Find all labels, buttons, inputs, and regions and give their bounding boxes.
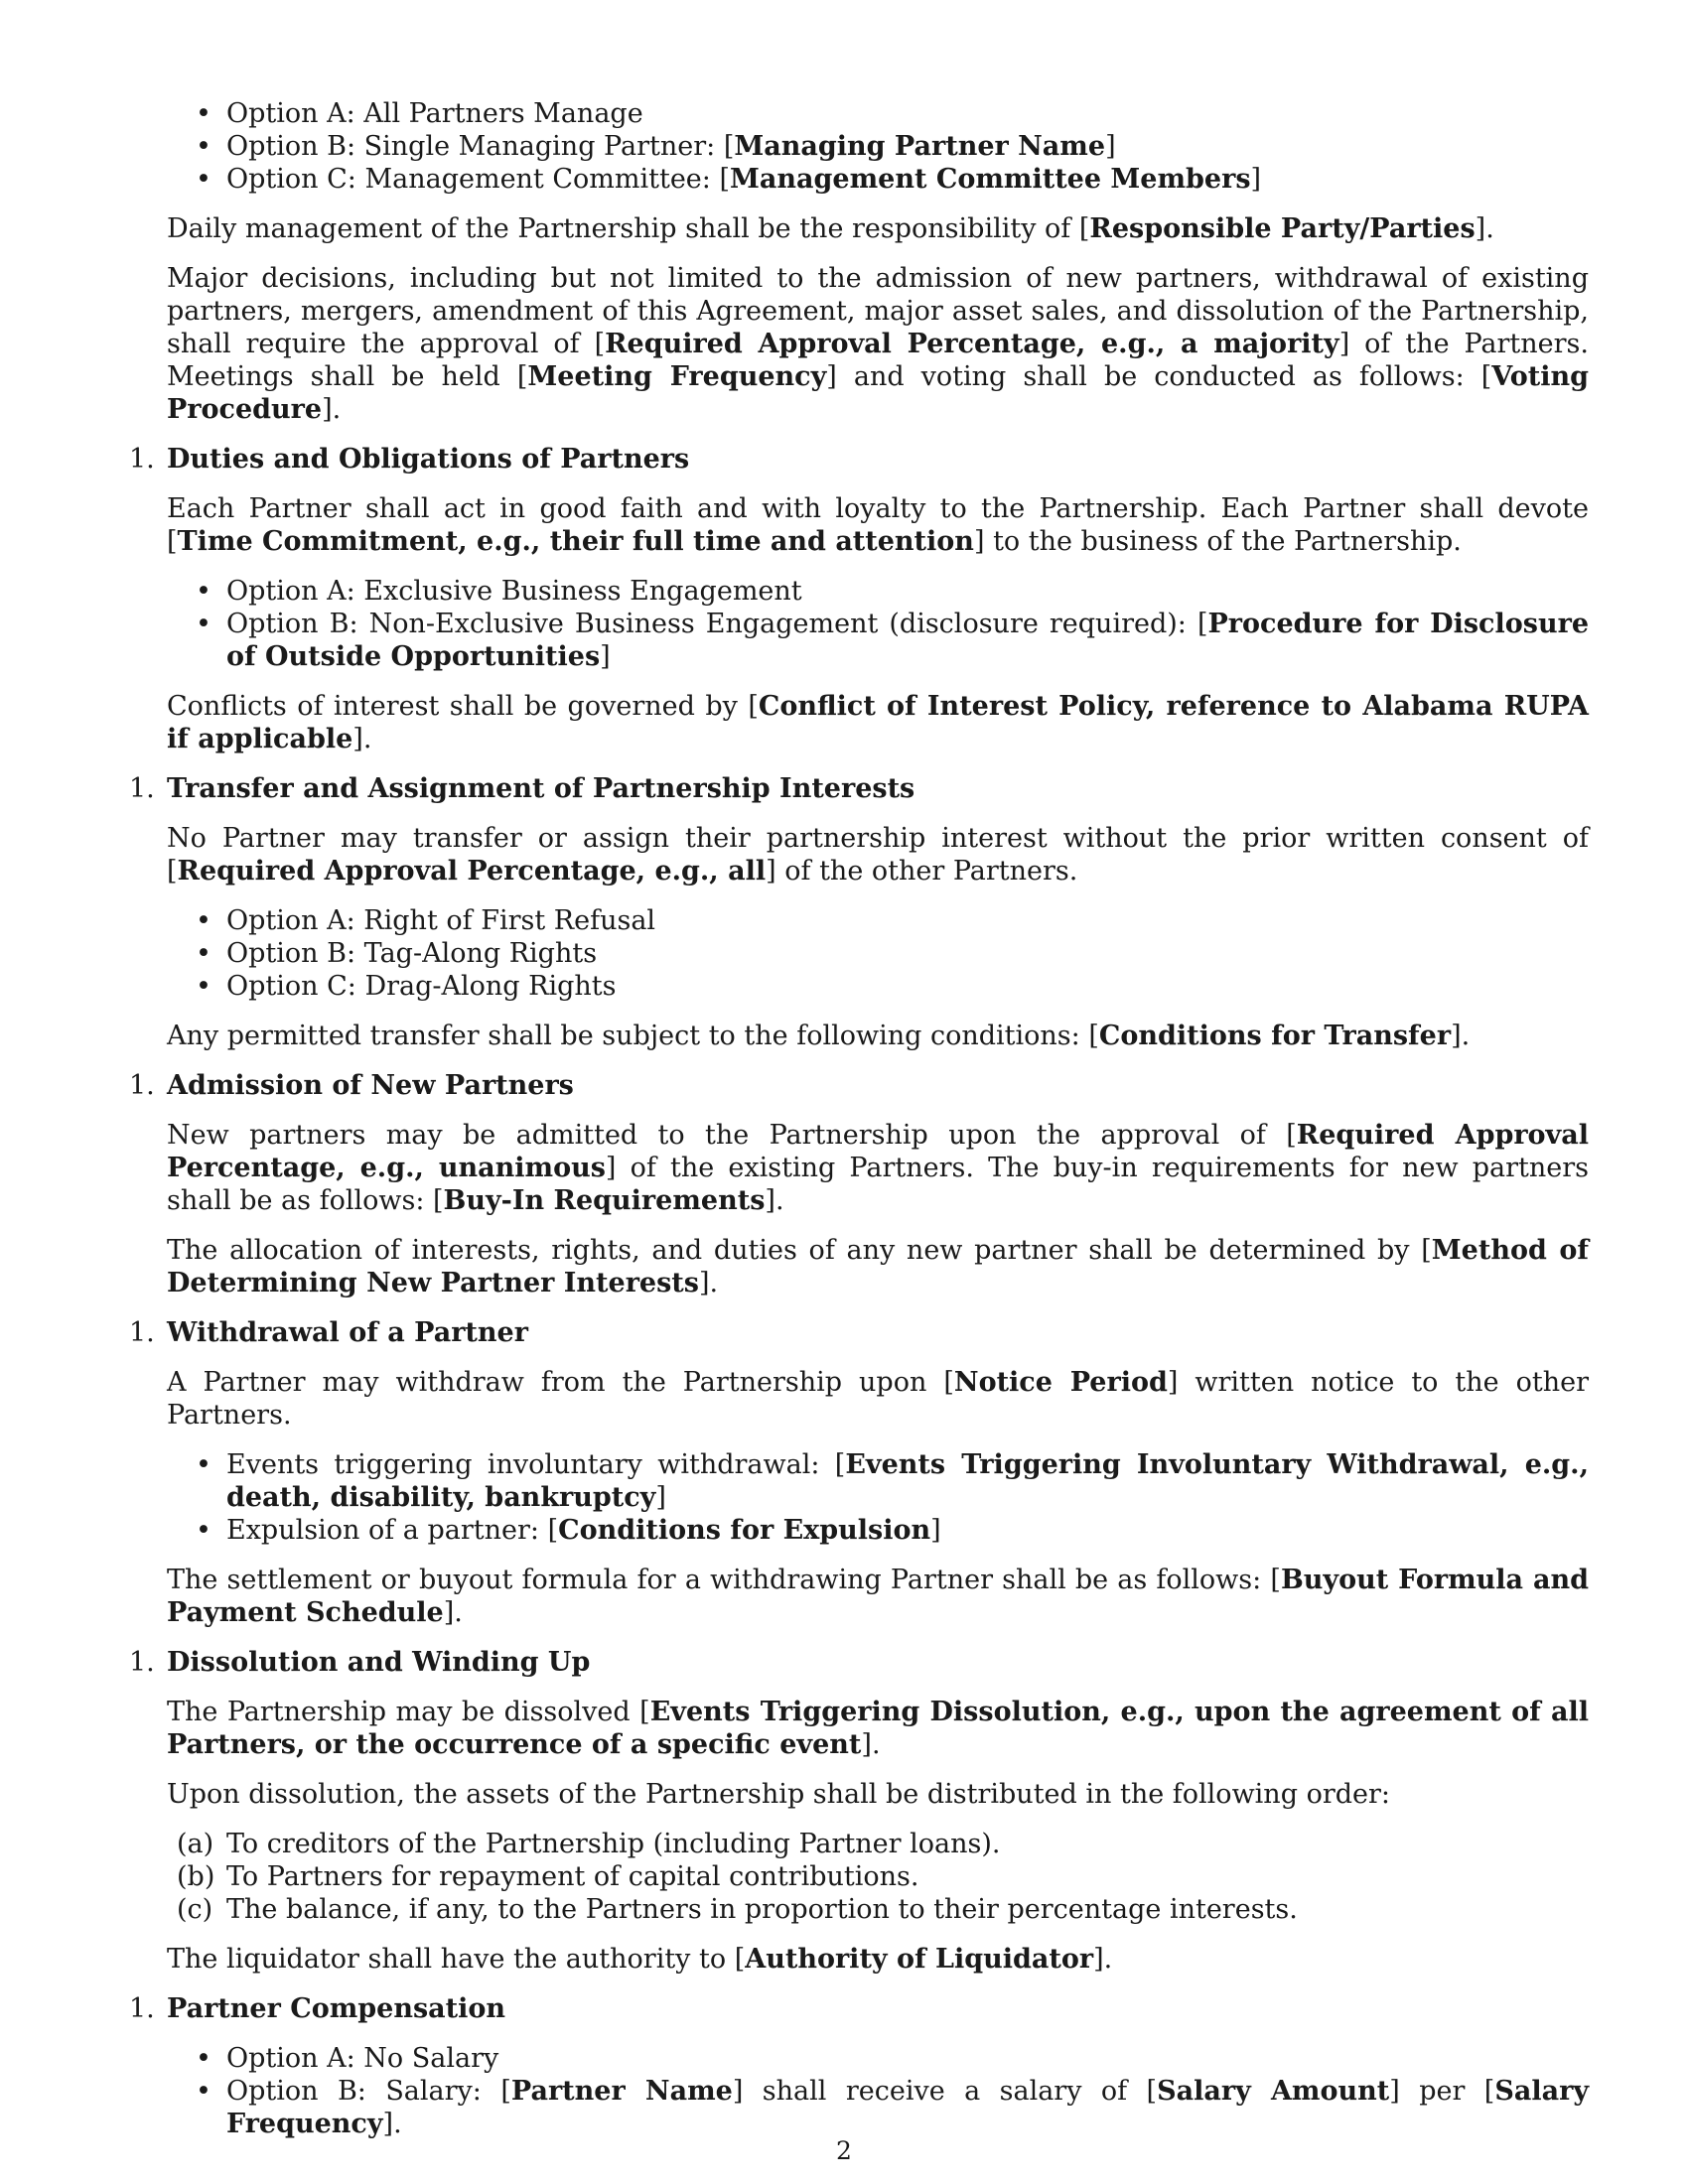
section-heading-admission (129, 1069, 1589, 1102)
list-marker: (c) (177, 1894, 213, 1925)
placeholder-field: Partner Name (510, 2076, 733, 2107)
management-options-list (167, 97, 1589, 196)
transfer-options-list (167, 904, 1589, 1003)
text: No Partner may transfer or assign their partnership interest without the prior written consent of (167, 823, 1589, 854)
text: Events triggering involuntary withdrawal: (226, 1449, 835, 1480)
distribution-intro-paragraph: Upon dissolution, the assets of the Partnership shall be distributed in the following order: (167, 1779, 1390, 1810)
placeholder-field: Events Triggering Involuntary Withdrawal, e.g., death, disability, bankruptcy (226, 1449, 1589, 1513)
document-page (129, 97, 1590, 2157)
option-text: Option B: Single Managing Partner: (226, 131, 724, 162)
transfer-conditions-paragraph: Any permitted transfer shall be subject to the following conditions: [Conditions for Transfer]. (167, 1021, 1471, 1051)
placeholder-field: Management Committee Members (730, 164, 1251, 195)
text: . (393, 2109, 402, 2139)
placeholder-field: Notice Period (953, 1367, 1168, 1398)
list-item (177, 1828, 1589, 1860)
text: Any permitted transfer shall be subject to the following conditions: (167, 1021, 1089, 1051)
text: of the Partners. Meetings shall be held (167, 329, 1589, 392)
major-decisions-paragraph: Major decisions, including but not limited to the admission of new partners, withdrawal of existing partners, mergers, amendment of this Agreement, major asset sales, and dissolution of the Partnership, shall require the approval of [Required Approval Percentage, e.g., a majority] of the Partners. Meetings shall be held [Meeting Frequency] and voting shall be conducted as follows: [Voting Procedure]. (167, 263, 1590, 425)
text: . (774, 1185, 784, 1216)
section-heading-duties (129, 443, 1589, 476)
section-number: 1. (129, 1647, 155, 1678)
section-number: 1. (129, 773, 155, 804)
section-title: Admission of New Partners (167, 1070, 574, 1101)
compensation-option-a: • Option A: No Salary (226, 2042, 1589, 2075)
placeholder-field: Events Triggering Dissolution, e.g., upon the agreement of all Partners, or the occurrence of a specific event (167, 1697, 1589, 1760)
compensation-options-list (167, 2042, 1589, 2140)
text: Daily management of the Partnership shall be the responsibility of (167, 213, 1079, 244)
text: of the other Partners. (775, 856, 1078, 887)
option-text: Option B: Salary: (226, 2076, 501, 2107)
duties-paragraph: Each Partner shall act in good faith and with loyalty to the Partnership. Each Partner shall devote [Time Commitment, e.g., their full time and attention] to the business of the Partnership. (167, 493, 1589, 557)
text: per (1399, 2076, 1484, 2107)
list-item (177, 1893, 1589, 1926)
text: Major decisions, including but not limited to the admission of new partners, withdrawal of existing partners, mergers, amendment of this Agreement, major asset sales, and dissolution of the Partnership, shall require the approval of (167, 263, 1589, 359)
compensation-option-b: • Option B: Salary: [Partner Name] shall receive a salary of [Salary Amount] per [Salary Frequency]. (226, 2075, 1589, 2140)
transfer-option-b: • Option B: Tag-Along Rights (226, 937, 1589, 970)
duties-option-b: • Option B: Non-Exclusive Business Engagement (disclosure required): [Procedure for Disclosure of Outside Opportunities] (226, 608, 1589, 673)
text: . (454, 1597, 463, 1628)
text: The Partnership may be dissolved (167, 1697, 640, 1727)
text: . (332, 394, 342, 425)
page-number: 2 (836, 2136, 852, 2165)
placeholder-field: Managing Partner Name (734, 131, 1106, 162)
list-marker: (b) (177, 1861, 215, 1892)
placeholder-field: Salary Amount (1157, 2076, 1390, 2107)
withdrawal-paragraph: A Partner may withdraw from the Partnership upon [Notice Period] written notice to the other Partners. (167, 1367, 1589, 1431)
placeholder-field: Voting Procedure (167, 361, 1590, 425)
placeholder-field: Meeting Frequency (527, 361, 827, 392)
daily-management-paragraph: Daily management of the Partnership shall be the responsibility of [Responsible Party/Parties]. (167, 213, 1494, 244)
section-number: 1. (129, 1993, 155, 2024)
section-heading-dissolution (129, 1646, 1589, 1679)
placeholder-field: Method of Determining New Partner Interests (167, 1235, 1589, 1298)
text: Each Partner shall act in good faith and with loyalty to the Partnership. Each Partner shall devote (167, 493, 1589, 524)
section-title: Dissolution and Winding Up (167, 1647, 591, 1678)
transfer-option-c: • Option C: Drag-Along Rights (226, 970, 1589, 1003)
text: . (709, 1268, 719, 1298)
placeholder-field: Buy-In Requirements (443, 1185, 766, 1216)
list-marker: (a) (177, 1829, 214, 1859)
placeholder-field: Time Commitment, e.g., their full time and attention (177, 526, 974, 557)
list-item-text: The balance, if any, to the Partners in proportion to their percentage interests. (226, 1894, 1298, 1925)
section-heading-compensation (129, 1992, 1589, 2025)
section-title: Duties and Obligations of Partners (167, 444, 690, 475)
withdrawal-list (167, 1448, 1589, 1547)
section-title: Partner Compensation (167, 1993, 506, 2024)
text: . (362, 724, 372, 754)
section-heading-transfer (129, 772, 1589, 805)
buyout-paragraph: The settlement or buyout formula for a withdrawing Partner shall be as follows: [Buyout Formula and Payment Schedule]. (167, 1565, 1589, 1628)
text: A Partner may withdraw from the Partnership upon (167, 1367, 944, 1398)
option-text: Option A: Exclusive Business Engagement (226, 576, 802, 607)
management-option-a (226, 97, 1589, 130)
text: Conflicts of interest shall be governed by (167, 691, 749, 722)
list-item (177, 1860, 1589, 1893)
transfer-option-a: • Option A: Right of First Refusal (226, 904, 1589, 937)
placeholder-field: Salary Frequency (226, 2076, 1590, 2139)
text: . (1485, 213, 1494, 244)
text: written notice to the other Partners. (167, 1367, 1589, 1431)
duties-options-list (167, 575, 1589, 673)
liquidator-paragraph: The liquidator shall have the authority to [Authority of Liquidator]. (167, 1944, 1113, 1975)
text: New partners may be admitted to the Partnership upon the approval of (167, 1120, 1287, 1151)
placeholder-field: Conditions for Expulsion (558, 1515, 931, 1546)
text: to the business of the Partnership. (984, 526, 1462, 557)
management-option-b: • Option B: Single Managing Partner: [Managing Partner Name] (226, 130, 1589, 163)
option-text: Option C: Management Committee: (226, 164, 720, 195)
text: and voting shall be conducted as follows: (836, 361, 1481, 392)
section-title: Transfer and Assignment of Partnership Interests (167, 773, 915, 804)
expulsion-item: • Expulsion of a partner: [Conditions for Expulsion] (226, 1514, 1589, 1547)
text: shall receive a salary of (743, 2076, 1147, 2107)
management-option-c: • Option C: Management Committee: [Management Committee Members] (226, 163, 1589, 196)
section-number: 1. (129, 444, 155, 475)
duties-option-a (226, 575, 1589, 608)
placeholder-field: Authority of Liquidator (745, 1944, 1094, 1975)
placeholder-field: Required Approval Percentage, e.g., unanimous (167, 1120, 1590, 1183)
text: The allocation of interests, rights, and duties of any new partner shall be determined by (167, 1235, 1422, 1266)
transfer-paragraph: No Partner may transfer or assign their partnership interest without the prior written consent of [Required Approval Percentage, e.g., all] of the other Partners. (167, 823, 1589, 887)
text: The liquidator shall have the authority to (167, 1944, 735, 1975)
section-number: 1. (129, 1317, 155, 1348)
option-text: Option B: Non-Exclusive Business Engagement (disclosure required): (226, 609, 1197, 639)
distribution-order-list (167, 1828, 1589, 1926)
allocation-paragraph: The allocation of interests, rights, and duties of any new partner shall be determined by [Method of Determining New Partner Interests]. (167, 1235, 1589, 1298)
option-text: Option A: All Partners Manage (226, 98, 643, 129)
placeholder-field: Conditions for Transfer (1098, 1021, 1452, 1051)
placeholder-field: Buyout Formula and Payment Schedule (167, 1565, 1589, 1628)
admission-paragraph: New partners may be admitted to the Partnership upon the approval of [Required Approval Percentage, e.g., unanimous] of the existing Partners. The buy-in requirements for new partners shall be as follows: [Buy-In Requirements]. (167, 1120, 1590, 1216)
placeholder-field: Conflict of Interest Policy, reference to Alabama RUPA if applicable (167, 691, 1589, 754)
involuntary-withdrawal-item: • Events triggering involuntary withdrawal: [Events Triggering Involuntary Withdrawal, e.g., death, disability, bankruptcy] (226, 1448, 1589, 1514)
text: of the existing Partners. The buy-in requirements for new partners shall be as follows: (167, 1153, 1589, 1216)
text: The settlement or buyout formula for a withdrawing Partner shall be as follows: (167, 1565, 1271, 1595)
placeholder-field: Required Approval Percentage, e.g., all (177, 856, 767, 887)
list-item-text: To Partners for repayment of capital contributions. (226, 1861, 919, 1892)
text: Expulsion of a partner: (226, 1515, 548, 1546)
placeholder-field: Responsible Party/Parties (1089, 213, 1476, 244)
placeholder-field: Procedure for Disclosure of Outside Opportunities (226, 609, 1589, 672)
text: . (871, 1729, 881, 1760)
dissolution-paragraph: The Partnership may be dissolved [Events Triggering Dissolution, e.g., upon the agreement of all Partners, or the occurrence of a specific event]. (167, 1697, 1589, 1760)
section-title: Withdrawal of a Partner (167, 1317, 528, 1348)
text: . (1461, 1021, 1471, 1051)
conflicts-paragraph: Conflicts of interest shall be governed by [Conflict of Interest Policy, reference to Alabama RUPA if applicable]. (167, 691, 1589, 754)
section-number: 1. (129, 1070, 155, 1101)
section-heading-withdrawal (129, 1316, 1589, 1349)
list-item-text: To creditors of the Partnership (including Partner loans). (226, 1829, 1001, 1859)
text: . (1103, 1944, 1113, 1975)
placeholder-field: Required Approval Percentage, e.g., a majority (605, 329, 1339, 359)
